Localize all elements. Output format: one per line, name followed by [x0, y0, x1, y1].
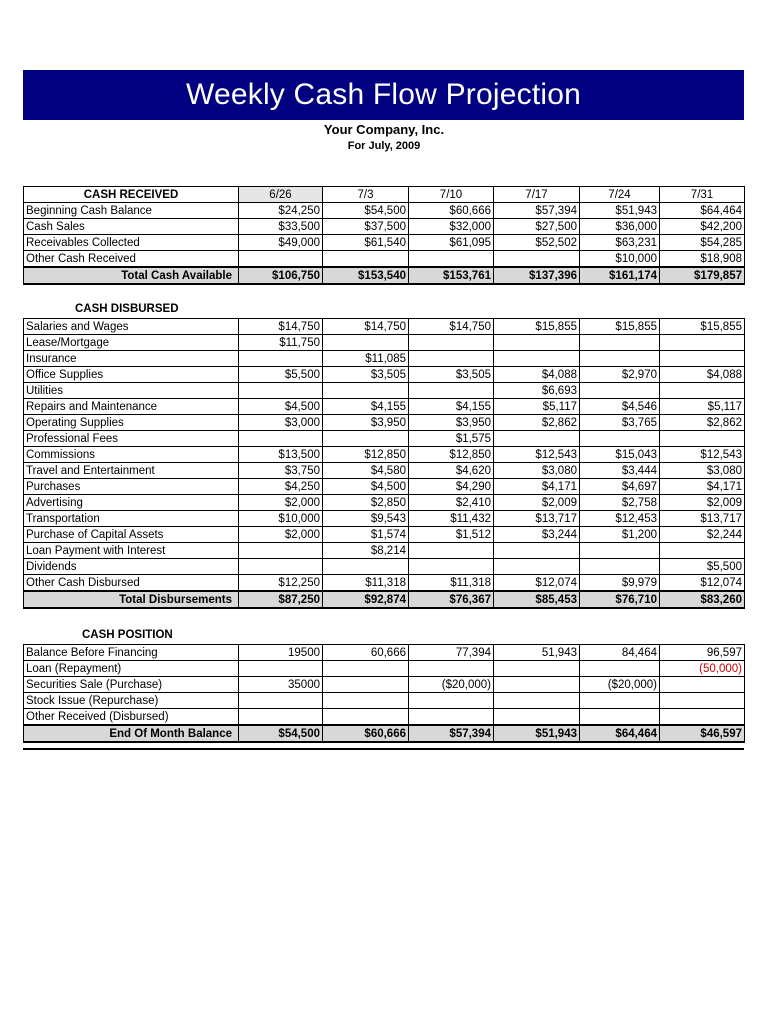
- row-value: $51,943: [580, 203, 660, 219]
- row-label: Advertising: [24, 495, 239, 511]
- table-row: [24, 235, 745, 251]
- row-value: $2,000: [239, 527, 323, 543]
- row-value: [239, 709, 323, 726]
- total-row: [24, 725, 745, 742]
- week-header-cell: 7/17: [494, 187, 580, 203]
- row-value: [409, 559, 494, 575]
- row-value: $12,850: [323, 447, 409, 463]
- total-value: $57,394: [409, 725, 494, 742]
- row-value: [323, 709, 409, 726]
- row-value: $1,200: [580, 527, 660, 543]
- row-value: $15,855: [660, 319, 745, 335]
- row-value: $18,908: [660, 251, 745, 268]
- row-value: $3,750: [239, 463, 323, 479]
- row-value: $61,095: [409, 235, 494, 251]
- row-value: [323, 251, 409, 268]
- row-value: [323, 677, 409, 693]
- row-value: [660, 543, 745, 559]
- row-value: $2,862: [494, 415, 580, 431]
- row-label: Loan (Repayment): [24, 661, 239, 677]
- row-value: [239, 693, 323, 709]
- row-label: Receivables Collected: [24, 235, 239, 251]
- table-row: [24, 351, 745, 367]
- total-label: End Of Month Balance: [24, 725, 239, 742]
- total-value: $83,260: [660, 591, 745, 608]
- table-row: [24, 677, 745, 693]
- table-row: [24, 383, 745, 399]
- row-value: $5,500: [660, 559, 745, 575]
- row-value: $4,546: [580, 399, 660, 415]
- total-value: $87,250: [239, 591, 323, 608]
- row-label: Utilities: [24, 383, 239, 399]
- cash-disbursed-table: [23, 318, 745, 609]
- row-value: 77,394: [409, 645, 494, 661]
- row-value: $5,117: [494, 399, 580, 415]
- row-value: $3,000: [239, 415, 323, 431]
- row-label: Lease/Mortgage: [24, 335, 239, 351]
- row-label: Stock Issue (Repurchase): [24, 693, 239, 709]
- row-value: (50,000): [660, 661, 745, 677]
- table-row: [24, 463, 745, 479]
- row-value: $4,088: [660, 367, 745, 383]
- row-value: [323, 431, 409, 447]
- row-value: $4,250: [239, 479, 323, 495]
- row-value: [580, 661, 660, 677]
- row-value: $14,750: [239, 319, 323, 335]
- table-row: [24, 479, 745, 495]
- row-value: $49,000: [239, 235, 323, 251]
- row-label: Balance Before Financing: [24, 645, 239, 661]
- row-value: $54,285: [660, 235, 745, 251]
- total-value: $92,874: [323, 591, 409, 608]
- table-row: [24, 527, 745, 543]
- row-value: $11,085: [323, 351, 409, 367]
- row-value: [494, 351, 580, 367]
- row-value: [239, 251, 323, 268]
- row-label: Transportation: [24, 511, 239, 527]
- row-value: $32,000: [409, 219, 494, 235]
- bottom-rule: [23, 748, 744, 750]
- row-label: Repairs and Maintenance: [24, 399, 239, 415]
- row-value: 84,464: [580, 645, 660, 661]
- row-value: [660, 677, 745, 693]
- week-header-cell: 7/31: [660, 187, 745, 203]
- row-value: $6,693: [494, 383, 580, 399]
- row-value: $3,080: [660, 463, 745, 479]
- row-value: $12,453: [580, 511, 660, 527]
- report-period: For July, 2009: [347, 140, 421, 152]
- row-value: $3,505: [409, 367, 494, 383]
- total-value: $60,666: [323, 725, 409, 742]
- report-title: Weekly Cash Flow Projection: [186, 78, 581, 111]
- row-value: [494, 335, 580, 351]
- row-label: Travel and Entertainment: [24, 463, 239, 479]
- row-value: $2,000: [239, 495, 323, 511]
- row-value: [409, 351, 494, 367]
- row-value: $4,088: [494, 367, 580, 383]
- row-value: $15,043: [580, 447, 660, 463]
- total-value: $76,710: [580, 591, 660, 608]
- total-value: $153,540: [323, 267, 409, 284]
- row-value: $12,074: [494, 575, 580, 592]
- total-label: Total Disbursements: [24, 591, 239, 608]
- row-label: Insurance: [24, 351, 239, 367]
- total-label: Total Cash Available: [24, 267, 239, 284]
- row-value: $4,290: [409, 479, 494, 495]
- row-value: $4,500: [239, 399, 323, 415]
- row-value: [323, 383, 409, 399]
- row-value: $2,410: [409, 495, 494, 511]
- row-label: Cash Sales: [24, 219, 239, 235]
- row-value: [409, 251, 494, 268]
- table-row: [24, 709, 745, 726]
- row-label: Other Received (Disbursed): [24, 709, 239, 726]
- row-value: [494, 709, 580, 726]
- total-row: [24, 267, 745, 284]
- row-value: $11,432: [409, 511, 494, 527]
- cash-position-heading: CASH POSITION: [82, 629, 173, 641]
- row-value: $3,765: [580, 415, 660, 431]
- row-value: [660, 335, 745, 351]
- row-value: $1,575: [409, 431, 494, 447]
- row-value: $12,850: [409, 447, 494, 463]
- row-value: [239, 351, 323, 367]
- row-value: $4,171: [660, 479, 745, 495]
- row-value: $12,543: [660, 447, 745, 463]
- row-value: $14,750: [323, 319, 409, 335]
- row-value: [494, 543, 580, 559]
- row-value: $1,512: [409, 527, 494, 543]
- total-value: $179,857: [660, 267, 745, 284]
- table-row: [24, 431, 745, 447]
- row-value: $13,717: [660, 511, 745, 527]
- table-row: [24, 203, 745, 219]
- row-value: $63,231: [580, 235, 660, 251]
- table-row: [24, 693, 745, 709]
- table-row: [24, 645, 745, 661]
- row-value: $3,950: [323, 415, 409, 431]
- row-value: $10,000: [580, 251, 660, 268]
- row-value: [323, 559, 409, 575]
- total-row: [24, 591, 745, 608]
- row-value: [580, 335, 660, 351]
- table-row: [24, 415, 745, 431]
- row-value: $11,750: [239, 335, 323, 351]
- cash-position-table: [23, 644, 745, 743]
- row-label: Securities Sale (Purchase): [24, 677, 239, 693]
- table-row: [24, 559, 745, 575]
- row-value: [239, 543, 323, 559]
- row-value: $3,950: [409, 415, 494, 431]
- row-value: [660, 709, 745, 726]
- row-value: [580, 431, 660, 447]
- row-value: $24,250: [239, 203, 323, 219]
- row-value: [580, 693, 660, 709]
- row-value: [323, 693, 409, 709]
- row-label: Purchases: [24, 479, 239, 495]
- row-value: $13,500: [239, 447, 323, 463]
- table-row: [24, 399, 745, 415]
- row-value: [660, 351, 745, 367]
- week-header-cell: 6/26: [239, 187, 323, 203]
- row-value: $60,666: [409, 203, 494, 219]
- total-value: $137,396: [494, 267, 580, 284]
- row-value: [323, 661, 409, 677]
- row-value: [409, 335, 494, 351]
- row-value: $15,855: [494, 319, 580, 335]
- row-value: [494, 431, 580, 447]
- row-label: Professional Fees: [24, 431, 239, 447]
- total-value: $106,750: [239, 267, 323, 284]
- row-value: $54,500: [323, 203, 409, 219]
- row-value: $12,250: [239, 575, 323, 592]
- row-value: $42,200: [660, 219, 745, 235]
- row-value: [494, 693, 580, 709]
- row-value: $4,155: [323, 399, 409, 415]
- row-value: $11,318: [409, 575, 494, 592]
- row-value: $9,979: [580, 575, 660, 592]
- table-row: [24, 495, 745, 511]
- total-value: $46,597: [660, 725, 745, 742]
- row-value: [409, 661, 494, 677]
- row-label: Beginning Cash Balance: [24, 203, 239, 219]
- row-value: $37,500: [323, 219, 409, 235]
- row-value: [580, 383, 660, 399]
- row-value: [660, 693, 745, 709]
- row-value: $5,500: [239, 367, 323, 383]
- row-value: $10,000: [239, 511, 323, 527]
- row-label: Other Cash Disbursed: [24, 575, 239, 592]
- row-value: $2,009: [494, 495, 580, 511]
- table-row: [24, 319, 745, 335]
- total-value: $54,500: [239, 725, 323, 742]
- row-value: $4,171: [494, 479, 580, 495]
- row-value: 51,943: [494, 645, 580, 661]
- row-value: 35000: [239, 677, 323, 693]
- table-row: [24, 335, 745, 351]
- row-label: Other Cash Received: [24, 251, 239, 268]
- table-row: [24, 219, 745, 235]
- row-value: $9,543: [323, 511, 409, 527]
- week-header-row: [24, 187, 745, 203]
- row-label: Office Supplies: [24, 367, 239, 383]
- row-value: 19500: [239, 645, 323, 661]
- total-value: $85,453: [494, 591, 580, 608]
- week-header-cell: 7/3: [323, 187, 409, 203]
- row-label: Operating Supplies: [24, 415, 239, 431]
- total-value: $76,367: [409, 591, 494, 608]
- table-row: [24, 543, 745, 559]
- row-value: $2,850: [323, 495, 409, 511]
- row-label: Commissions: [24, 447, 239, 463]
- row-value: $52,502: [494, 235, 580, 251]
- row-value: [323, 335, 409, 351]
- table-row: [24, 661, 745, 677]
- row-value: [239, 661, 323, 677]
- row-value: [660, 383, 745, 399]
- total-value: $153,761: [409, 267, 494, 284]
- row-value: $4,620: [409, 463, 494, 479]
- row-value: $61,540: [323, 235, 409, 251]
- row-value: $64,464: [660, 203, 745, 219]
- row-value: $57,394: [494, 203, 580, 219]
- row-value: [239, 383, 323, 399]
- row-value: [494, 559, 580, 575]
- row-value: [580, 351, 660, 367]
- total-value: $161,174: [580, 267, 660, 284]
- row-value: $33,500: [239, 219, 323, 235]
- row-value: $15,855: [580, 319, 660, 335]
- row-value: $36,000: [580, 219, 660, 235]
- row-value: $3,505: [323, 367, 409, 383]
- row-value: $5,117: [660, 399, 745, 415]
- row-value: $27,500: [494, 219, 580, 235]
- row-value: [494, 251, 580, 268]
- row-value: [409, 383, 494, 399]
- table-row: [24, 511, 745, 527]
- row-value: $4,697: [580, 479, 660, 495]
- row-value: $12,074: [660, 575, 745, 592]
- cash-received-table: [23, 186, 745, 285]
- row-value: $4,500: [323, 479, 409, 495]
- row-label: Loan Payment with Interest: [24, 543, 239, 559]
- row-value: [580, 559, 660, 575]
- row-value: [494, 677, 580, 693]
- row-value: $8,214: [323, 543, 409, 559]
- table-row: [24, 575, 745, 592]
- row-value: $4,155: [409, 399, 494, 415]
- row-value: $11,318: [323, 575, 409, 592]
- row-value: $2,758: [580, 495, 660, 511]
- row-label: Purchase of Capital Assets: [24, 527, 239, 543]
- table-row: [24, 251, 745, 268]
- row-value: [409, 709, 494, 726]
- row-value: 96,597: [660, 645, 745, 661]
- row-value: $13,717: [494, 511, 580, 527]
- row-label: Salaries and Wages: [24, 319, 239, 335]
- row-value: [239, 559, 323, 575]
- week-header-cell: 7/24: [580, 187, 660, 203]
- row-label: Dividends: [24, 559, 239, 575]
- row-value: [409, 543, 494, 559]
- total-value: $64,464: [580, 725, 660, 742]
- row-value: $3,444: [580, 463, 660, 479]
- table-row: [24, 367, 745, 383]
- row-value: [494, 661, 580, 677]
- row-value: $3,080: [494, 463, 580, 479]
- company-name: Your Company, Inc.: [323, 122, 445, 137]
- row-value: $2,009: [660, 495, 745, 511]
- row-value: $4,580: [323, 463, 409, 479]
- report-title-banner: [23, 70, 744, 120]
- row-value: ($20,000): [580, 677, 660, 693]
- row-value: $2,970: [580, 367, 660, 383]
- row-value: $12,543: [494, 447, 580, 463]
- row-value: [409, 693, 494, 709]
- week-header-cell: 7/10: [409, 187, 494, 203]
- row-value: 60,666: [323, 645, 409, 661]
- row-value: $2,244: [660, 527, 745, 543]
- section-heading-cell: CASH RECEIVED: [24, 187, 239, 203]
- row-value: $3,244: [494, 527, 580, 543]
- cash-disbursed-heading: CASH DISBURSED: [75, 303, 179, 315]
- row-value: [660, 431, 745, 447]
- row-value: $1,574: [323, 527, 409, 543]
- row-value: $14,750: [409, 319, 494, 335]
- row-value: [580, 709, 660, 726]
- row-value: $2,862: [660, 415, 745, 431]
- row-value: [239, 431, 323, 447]
- table-row: [24, 447, 745, 463]
- row-value: [580, 543, 660, 559]
- total-value: $51,943: [494, 725, 580, 742]
- row-value: ($20,000): [409, 677, 494, 693]
